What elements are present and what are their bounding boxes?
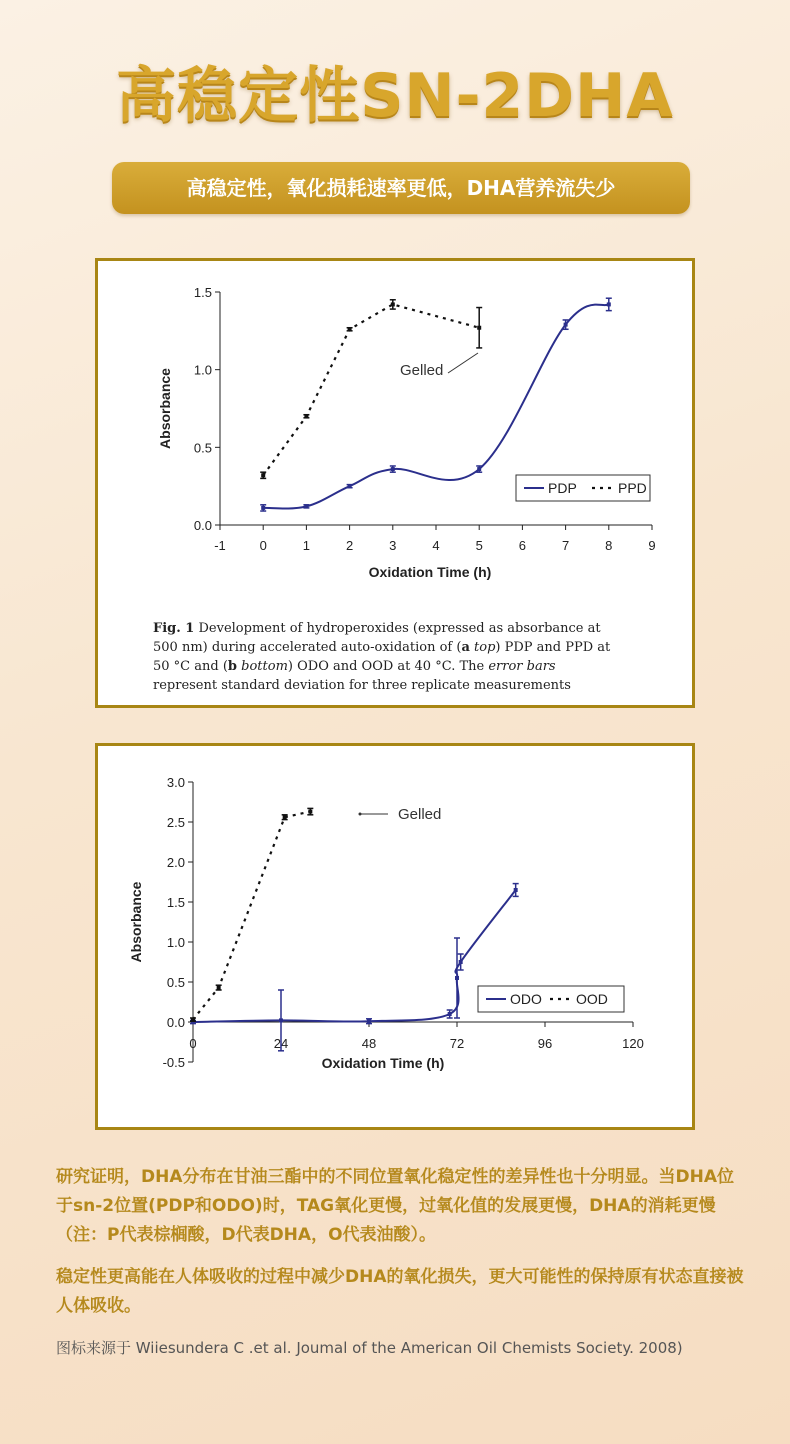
data-point [391, 302, 395, 306]
x-tick-label: 4 [432, 538, 440, 553]
x-axis-label: Oxidation Time (h) [321, 1055, 445, 1071]
data-point [455, 976, 459, 980]
figure-caption [153, 619, 643, 695]
caption-line4: represent standard deviation for three replicate measurements [153, 678, 571, 693]
x-tick-label: 0 [259, 538, 267, 553]
data-point [217, 986, 221, 990]
page-title: 高稳定性SN-2DHA [116, 61, 674, 131]
data-point [514, 888, 518, 892]
caption-line2-i: top [474, 640, 496, 655]
caption-line2-pre: 500 nm) during accelerated auto-oxidation of ( [153, 640, 462, 655]
y-tick-label: 0.5 [166, 975, 185, 990]
data-point [564, 323, 568, 327]
x-tick-label: 8 [605, 538, 613, 553]
data-point [348, 327, 352, 331]
x-tick-label: 9 [648, 538, 656, 553]
x-tick-label: 1 [302, 538, 311, 553]
data-point [459, 960, 463, 964]
data-point [304, 504, 308, 508]
y-tick-label: 3.0 [166, 775, 185, 790]
x-tick-label: 5 [475, 538, 483, 553]
y-tick-label: 2.5 [166, 815, 185, 830]
annotation-label: Gelled [398, 806, 442, 823]
data-point [261, 473, 265, 477]
series-line-odo [193, 890, 516, 1022]
y-axis-label: Absorbance [128, 881, 144, 963]
y-axis-label: Absorbance [157, 368, 173, 449]
data-point [191, 1018, 195, 1022]
body-paragraph-2: 稳定性更高能在人体吸收的过程中减少DHA的氧化损失，更大可能性的保持原有状态直接被人体吸收。 [56, 1267, 744, 1316]
data-point [391, 467, 395, 471]
y-tick-label: 0.0 [193, 518, 212, 533]
chart-bottom [98, 746, 692, 1127]
source-citation: 图标来源于 Wiiesundera C .et al. Joumal of the American Oil Chemists Society. 2008) [56, 1339, 683, 1357]
data-point [279, 1018, 283, 1022]
subtitle-banner: 高稳定性，氧化损耗速率更低，DHA营养流失少 [112, 162, 690, 214]
data-point [304, 414, 308, 418]
annotation-dot [359, 813, 362, 816]
data-point [477, 467, 481, 471]
y-tick-label: -0.5 [162, 1055, 185, 1070]
y-tick-label: 0.5 [193, 440, 212, 456]
legend-label: OOD [576, 991, 608, 1007]
y-tick-label: 0.0 [166, 1015, 185, 1030]
x-tick-label: 48 [361, 1036, 377, 1051]
x-tick-label: 0 [189, 1036, 197, 1051]
caption-line3-i2: error bars [488, 659, 556, 674]
data-point [607, 302, 611, 306]
legend-label: ODO [510, 991, 542, 1007]
x-tick-label: 24 [273, 1036, 289, 1051]
chart-panel-bottom [95, 743, 695, 1130]
data-point [448, 1012, 452, 1016]
caption-label: Fig. 1 [153, 621, 195, 636]
x-axis-label: Oxidation Time (h) [368, 564, 492, 580]
x-tick-label: 120 [622, 1036, 644, 1051]
caption-line3-pre: 50 °C and ( [153, 659, 228, 674]
x-tick-label: 7 [561, 538, 570, 553]
legend-label: PPD [618, 480, 647, 496]
series-line-ood [193, 812, 310, 1020]
data-point [367, 1019, 371, 1023]
annotation-label: Gelled [400, 362, 444, 379]
x-tick-label: 6 [518, 538, 527, 553]
x-tick-label: -1 [214, 538, 226, 553]
annotation-pointer [448, 353, 478, 373]
caption-line1: Development of hydroperoxides (expressed as absorbance at [198, 621, 601, 636]
y-tick-label: 1.5 [193, 285, 212, 300]
x-tick-label: 2 [345, 538, 354, 553]
data-point [348, 484, 352, 488]
caption-line3-b: b [227, 659, 237, 674]
x-tick-label: 96 [537, 1036, 553, 1051]
x-tick-label: 3 [389, 538, 397, 553]
data-point [308, 810, 312, 814]
data-point [283, 815, 287, 819]
chart-panel-top [95, 258, 695, 708]
y-tick-label: 2.0 [166, 855, 185, 870]
legend-label: PDP [548, 480, 577, 496]
data-point [477, 326, 481, 330]
data-point [261, 506, 265, 510]
y-tick-label: 1.5 [166, 895, 185, 910]
caption-line3-i: bottom [241, 659, 288, 674]
series-line-ppd [263, 304, 479, 475]
caption-line3-mid: ) ODO and OOD at 40 °C. The [287, 659, 489, 674]
y-tick-label: 1.0 [166, 935, 185, 950]
caption-line2-post: ) PDP and PPD at [495, 640, 611, 655]
caption-line2-b: a [461, 640, 470, 655]
x-tick-label: 72 [449, 1036, 465, 1051]
body-paragraph-1: 研究证明，DHA分布在甘油三酯中的不同位置氧化稳定性的差异性也十分明显。当DHA位于sn-2位置(PDP和ODO)时，TAG氧化更慢，过氧化值的发展更慢，DHA的消耗更慢（注：P代表棕榈酸，D代表DHA，O代表油酸）。 [56, 1167, 734, 1245]
y-tick-label: 1.0 [193, 362, 212, 378]
